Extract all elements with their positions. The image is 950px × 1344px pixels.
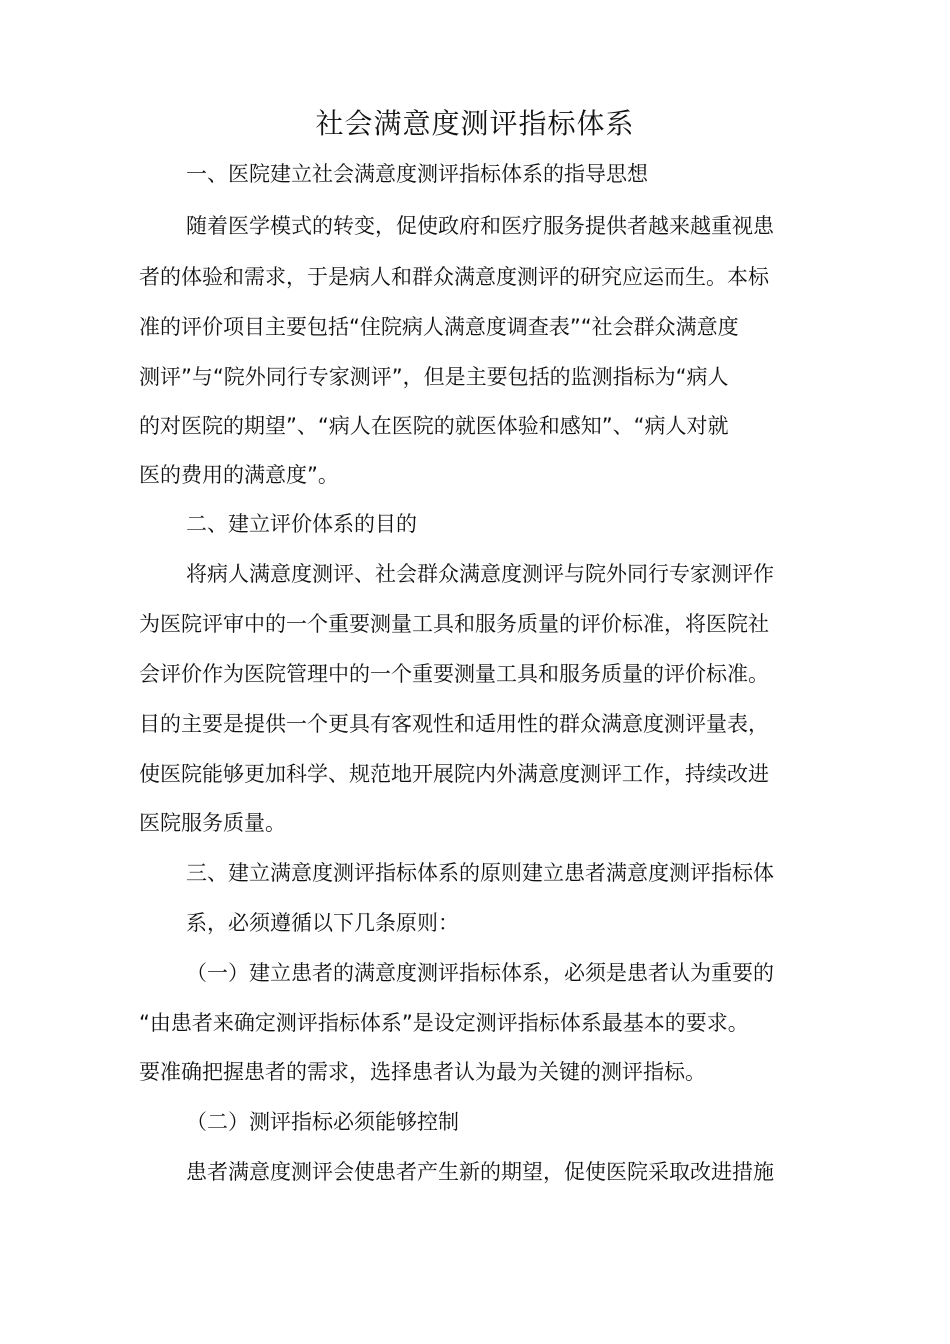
paragraph-line: 者的体验和需求，于是病人和群众满意度测评的研究应运而生。本标: [139, 265, 769, 289]
paragraph-line: “由患者来确定测评指标体系”是设定测评指标体系最基本的要求。: [139, 1011, 749, 1035]
paragraph-line: 会评价作为医院管理中的一个重要测量工具和服务质量的评价标准。: [139, 662, 769, 686]
paragraph-line: 为医院评审中的一个重要测量工具和服务质量的评价标准，将医院社: [139, 612, 769, 636]
paragraph-line: 目的主要是提供一个更具有客观性和适用性的群众满意度测评量表，: [139, 712, 769, 736]
paragraph-line: 医院服务质量。: [139, 811, 286, 835]
paragraph-line: 的对医院的期望”、“病人在医院的就医体验和感知”、“病人对就: [139, 414, 729, 438]
paragraph-line: 测评”与“院外同行专家测评”，但是主要包括的监测指标为“病人: [139, 365, 729, 389]
section-heading-3: 三、建立满意度测评指标体系的原则建立患者满意度测评指标体: [186, 861, 774, 885]
sub-heading-2: （二）测评指标必须能够控制: [186, 1110, 459, 1134]
paragraph-line: 医的费用的满意度”。: [139, 463, 339, 487]
sub-heading-1: （一）建立患者的满意度测评指标体系，必须是患者认为重要的: [186, 961, 774, 985]
paragraph-line: 随着医学模式的转变，促使政府和医疗服务提供者越来越重视患: [186, 214, 774, 238]
paragraph-line: 准的评价项目主要包括“住院病人满意度调查表”“社会群众满意度: [139, 315, 739, 339]
paragraph-line: 系，必须遵循以下几条原则：: [186, 911, 459, 935]
paragraph-line: 将病人满意度测评、社会群众满意度测评与院外同行专家测评作: [186, 562, 774, 586]
paragraph-line: 使医院能够更加科学、规范地开展院内外满意度测评工作，持续改进: [139, 762, 769, 786]
document-title: 社会满意度测评指标体系: [315, 107, 635, 140]
paragraph-line: 要准确把握患者的需求，选择患者认为最为关键的测评指标。: [139, 1060, 706, 1084]
section-heading-2: 二、建立评价体系的目的: [186, 512, 417, 536]
paragraph-line: 患者满意度测评会使患者产生新的期望，促使医院采取改进措施: [186, 1160, 774, 1184]
section-heading-1: 一、医院建立社会满意度测评指标体系的指导思想: [186, 162, 648, 186]
